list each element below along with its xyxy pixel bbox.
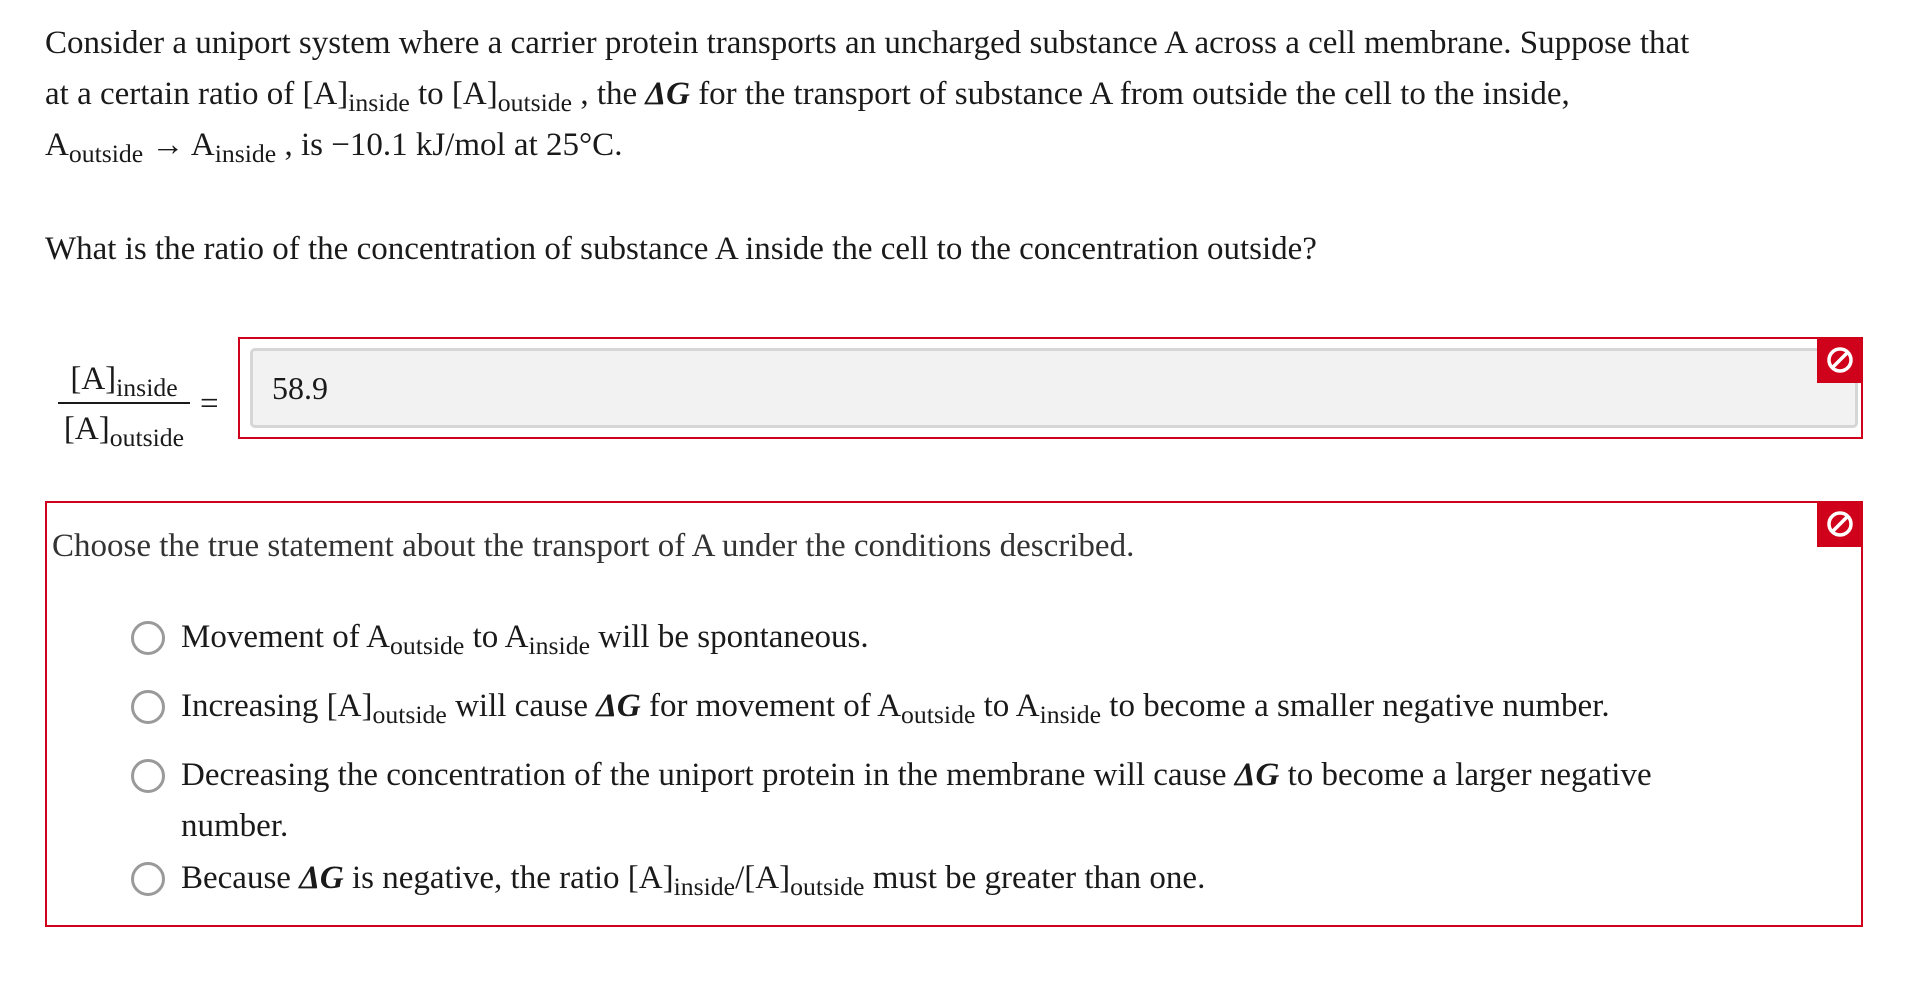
question-text: [45, 18, 1875, 171]
question-line-2: at a certain ratio of $[A]_{inside}$ to $[A]_{outside}$ , the ΔG for the transport of substance A from outside the cell to the inside,: [45, 76, 1570, 118]
mc-option-label: Because ΔG is negative, the ratio $[A]_{inside}/[A]_{outside}$ must be greater than one.: [181, 860, 1206, 902]
question-line-1: Consider a uniport system where a carrier protein transports an uncharged substance A across a cell membrane. Suppose that: [45, 25, 1690, 61]
ratio-answer-input[interactable]: [250, 348, 1858, 428]
mc-error-flag: [1817, 501, 1863, 547]
equals-sign: =: [200, 386, 219, 422]
radio-button[interactable]: [131, 759, 165, 793]
mc-option-1[interactable]: [131, 612, 1761, 663]
radio-button[interactable]: [131, 862, 165, 896]
radio-button[interactable]: [131, 621, 165, 655]
mc-option-3[interactable]: [131, 750, 1701, 852]
ratio-fraction: [58, 356, 190, 452]
mc-option-label: Increasing $[A]_{outside}$ will cause ΔG for movement of $A_{outside}$ to $A_{inside}$ to become a smaller negative number.: [181, 688, 1610, 730]
fraction-denominator: $[A]_{outside}$: [63, 411, 185, 453]
answer-error-flag: [1817, 337, 1863, 383]
answer-box: [238, 337, 1863, 439]
multiple-choice-box: [45, 501, 1863, 927]
mc-option-2[interactable]: [131, 681, 1761, 732]
radio-button[interactable]: [131, 690, 165, 724]
question-line-3: $A_{outside} \to A_{inside}$ , is −10.1 kJ/mol at 25°C.: [45, 127, 623, 169]
mc-prompt: Choose the true statement about the transport of A under the conditions described.: [52, 528, 1135, 564]
question-ask: What is the ratio of the concentration of substance A inside the cell to the concentration outside?: [45, 231, 1317, 267]
prohibited-icon: [1825, 345, 1855, 375]
fraction-numerator: $[A]_{inside}$: [58, 356, 190, 404]
mc-option-label: Decreasing the concentration of the uniport protein in the membrane will cause ΔG to become a larger negative number.: [181, 757, 1652, 844]
mc-option-label: Movement of $A_{outside}$ to $A_{inside}$ will be spontaneous.: [181, 619, 869, 661]
mc-option-4[interactable]: [131, 853, 1761, 904]
prohibited-icon: [1825, 509, 1855, 539]
